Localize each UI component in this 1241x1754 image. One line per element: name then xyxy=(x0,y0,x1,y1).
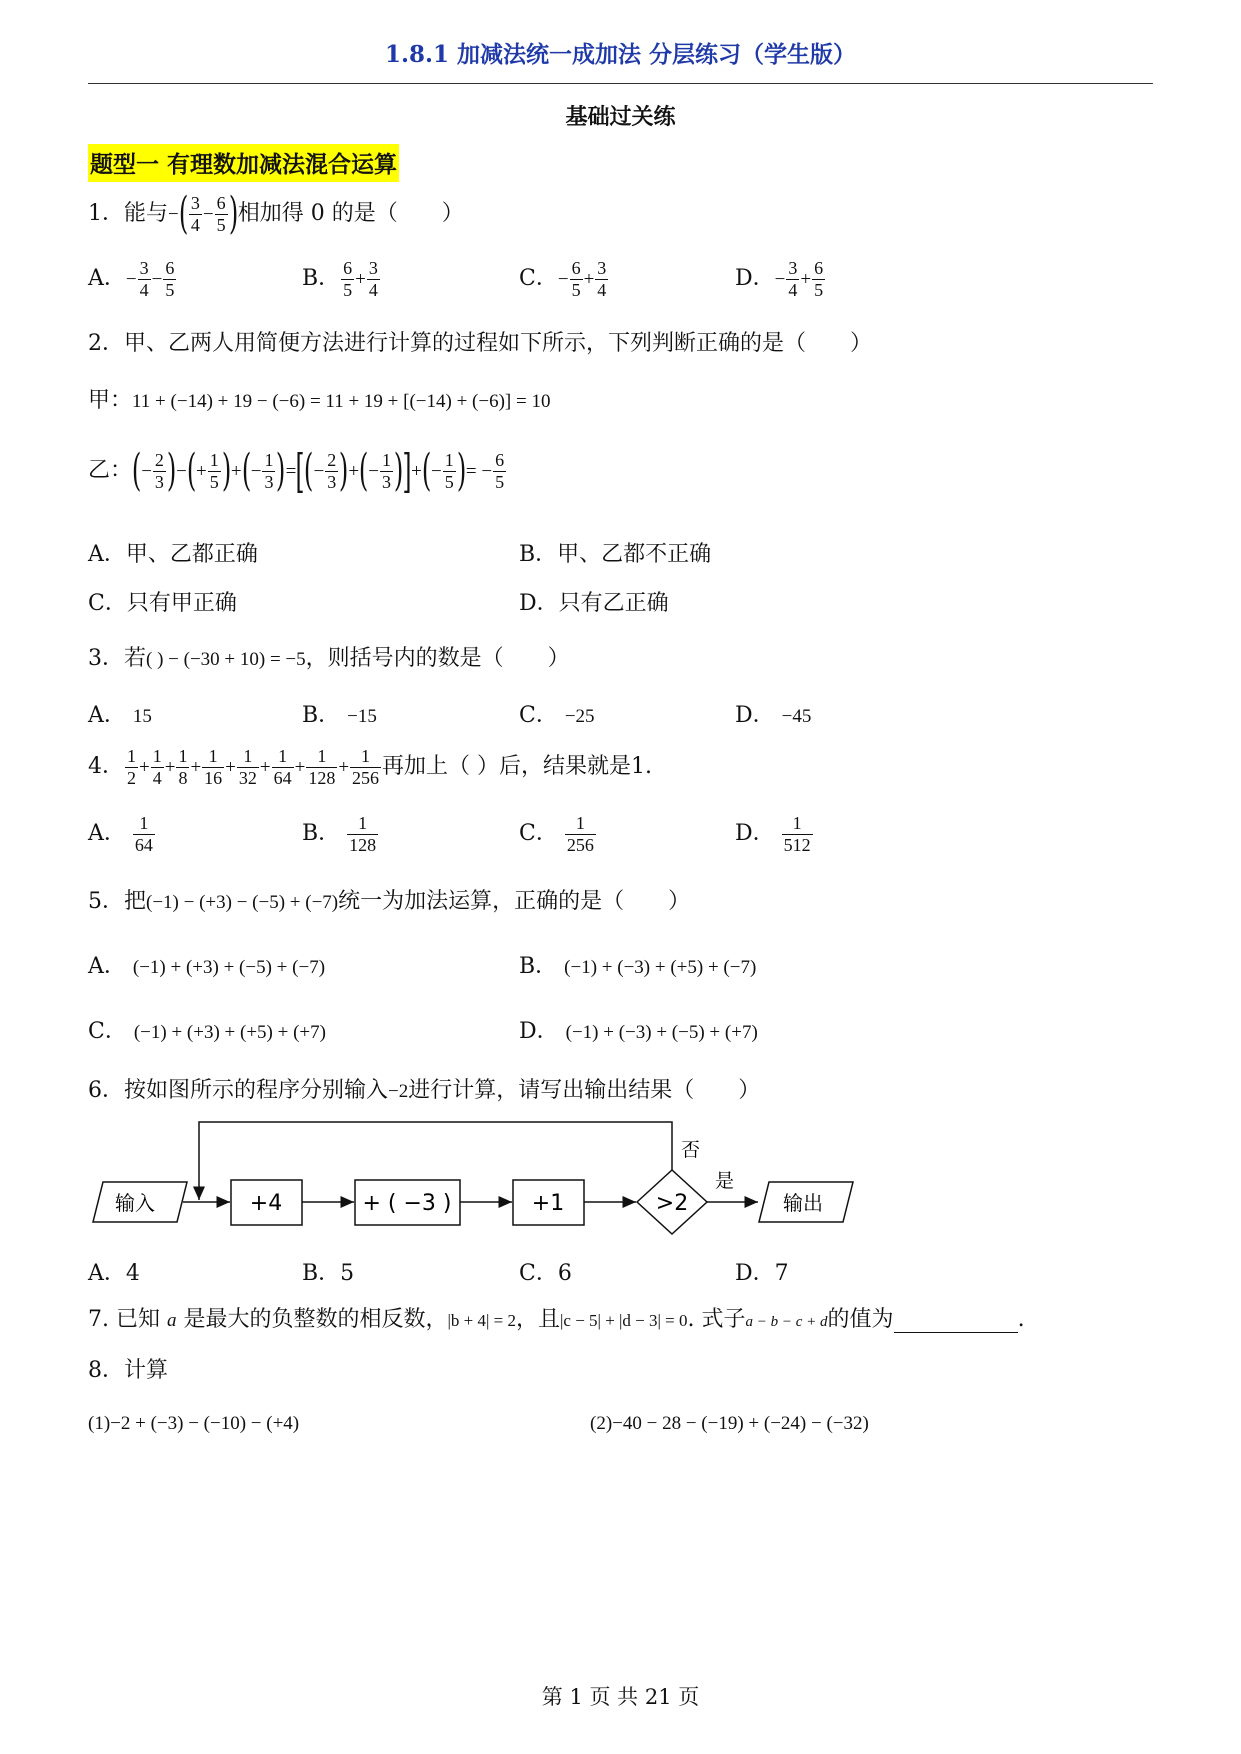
option-a: A． $\frac{1}{64}$ xyxy=(88,813,153,855)
no-label: 否 xyxy=(681,1139,701,1161)
fraction: $\frac{3}{4}$ xyxy=(190,192,200,235)
answer-blank[interactable] xyxy=(894,1312,1018,1333)
option-b: B．5 xyxy=(302,1261,355,1286)
add-4-label: +4 xyxy=(249,1191,283,1216)
option-c: C．− $\frac{6}{5}$ + $\frac{3}{4}$ xyxy=(519,258,607,300)
option-a: A．− $\frac{3}{4}$ − $\frac{6}{5}$ xyxy=(88,258,175,300)
jia-expression: 11 + (−14) + 19 − (−6) = 11 + 19 + [(−14) + (−6)] = 10 xyxy=(132,391,551,412)
option-b: B．甲、乙都不正确 xyxy=(519,542,712,567)
q5-expression: (−1) − (+3) − (−5) + (−7) xyxy=(146,892,339,913)
page-footer: 第 1 页 共 21 页 xyxy=(541,1685,700,1709)
question-number: 1． xyxy=(88,201,124,226)
fraction: $\frac{6}{5}$ xyxy=(216,192,226,235)
option-c: C． $\frac{1}{256}$ xyxy=(519,813,594,855)
question-text: 能与 xyxy=(124,201,169,226)
yi-line: 乙：(− $\frac{2}{3}$ )−(+ $\frac{1}{5}$ )+(− $\frac{1}{3}$ )=[(− $\frac{2}{3}$ )+(− $\frac{1}{3}$ )]+(− $\frac{1}{5}$ )= − $\frac{6}{5}$ xyxy=(88,444,505,498)
header-divider xyxy=(88,83,1153,84)
q3-expression: ( ) − (−30 + 10) = −5 xyxy=(146,649,306,670)
jia-line: 甲：11 + (−14) + 19 − (−6) = 11 + 19 + [(−14) + (−6)] = 10 xyxy=(88,388,551,413)
output-label: 输出 xyxy=(783,1191,823,1215)
option-d: D．− $\frac{3}{4}$ + $\frac{6}{5}$ xyxy=(735,258,824,300)
option-d: D．7 xyxy=(735,1261,789,1286)
option-d: D． (−1) + (−3) + (−5) + (+7) xyxy=(519,1019,758,1044)
part-1: (1)−2 + (−3) − (−10) − (+4) xyxy=(88,1413,300,1434)
question-2: 2．甲、乙两人用简便方法进行计算的过程如下所示，下列判断正确的是（ ） xyxy=(88,331,872,356)
option-a: A． (−1) + (+3) + (−5) + (−7) xyxy=(88,954,326,979)
part-2: (2)−40 − 28 − (−19) + (−24) − (−32) xyxy=(590,1413,869,1434)
question-8: 8．计算 xyxy=(88,1358,168,1383)
question-5: 5．把(−1) − (+3) − (−5) + (−7)统一为加法运算，正确的是（ ） xyxy=(88,889,691,914)
question-3: 3．若( ) − (−30 + 10) = −5，则括号内的数是（ ） xyxy=(88,646,570,671)
option-d: D． −45 xyxy=(735,703,812,728)
option-c: C． (−1) + (+3) + (+5) + (+7) xyxy=(88,1019,326,1044)
question-7: 7. 已知 a 是最大的负整数的相反数，|b + 4| = 2，且|c − 5| + |d − 3| = 0. 式子a − b − c + d的值为 . xyxy=(88,1307,1025,1332)
option-a: A． 15 xyxy=(88,703,152,728)
question-4: 4． $\frac{1}{2}$ + $\frac{1}{4}$ + $\frac{1}{8}$ + $\frac{1}{16}$ + $\frac{1}{32}$ + $\frac{1}{64}$ + $\frac{1}{128}$ + $\frac{1}{256}$ 再加上（ ）后，结果就是1. xyxy=(88,746,653,788)
page-title: 1.8.1 加减法统一成加法 分层练习（学生版） xyxy=(384,41,857,68)
option-d: D． $\frac{1}{512}$ xyxy=(735,813,811,855)
option-b: B． $\frac{1}{128}$ xyxy=(302,813,377,855)
question-6: 6．按如图所示的程序分别输入−2进行计算，请写出输出结果（ ） xyxy=(88,1078,761,1103)
option-c: C． −25 xyxy=(519,703,595,728)
minus-sign: − xyxy=(168,204,179,225)
add-1-label: +1 xyxy=(531,1191,565,1216)
section-title: 基础过关练 xyxy=(565,104,676,130)
question-text: 相加得 0 的是（ ） xyxy=(237,201,464,226)
input-label: 输入 xyxy=(115,1191,155,1215)
operator: − xyxy=(202,204,214,225)
program-flowchart xyxy=(85,1112,865,1242)
option-b: B． $\frac{6}{5}$ + $\frac{3}{4}$ xyxy=(302,258,378,300)
question-1 xyxy=(88,188,464,239)
option-c: C．只有甲正确 xyxy=(88,591,237,616)
option-b: B． −15 xyxy=(302,703,377,728)
right-paren: ) xyxy=(228,188,238,239)
left-paren: ( xyxy=(178,188,189,239)
option-d: D．只有乙正确 xyxy=(519,591,669,616)
topic-label: 题型一 有理数加减法混合运算 xyxy=(88,144,399,182)
condition-label: >2 xyxy=(655,1191,689,1216)
yes-label: 是 xyxy=(715,1170,735,1192)
option-b: B． (−1) + (−3) + (+5) + (−7) xyxy=(519,954,757,979)
add-neg3-label: + ( −3 ) xyxy=(362,1191,452,1216)
option-a: A．甲、乙都正确 xyxy=(88,542,258,567)
option-a: A．4 xyxy=(88,1261,140,1286)
option-c: C．6 xyxy=(519,1261,572,1286)
